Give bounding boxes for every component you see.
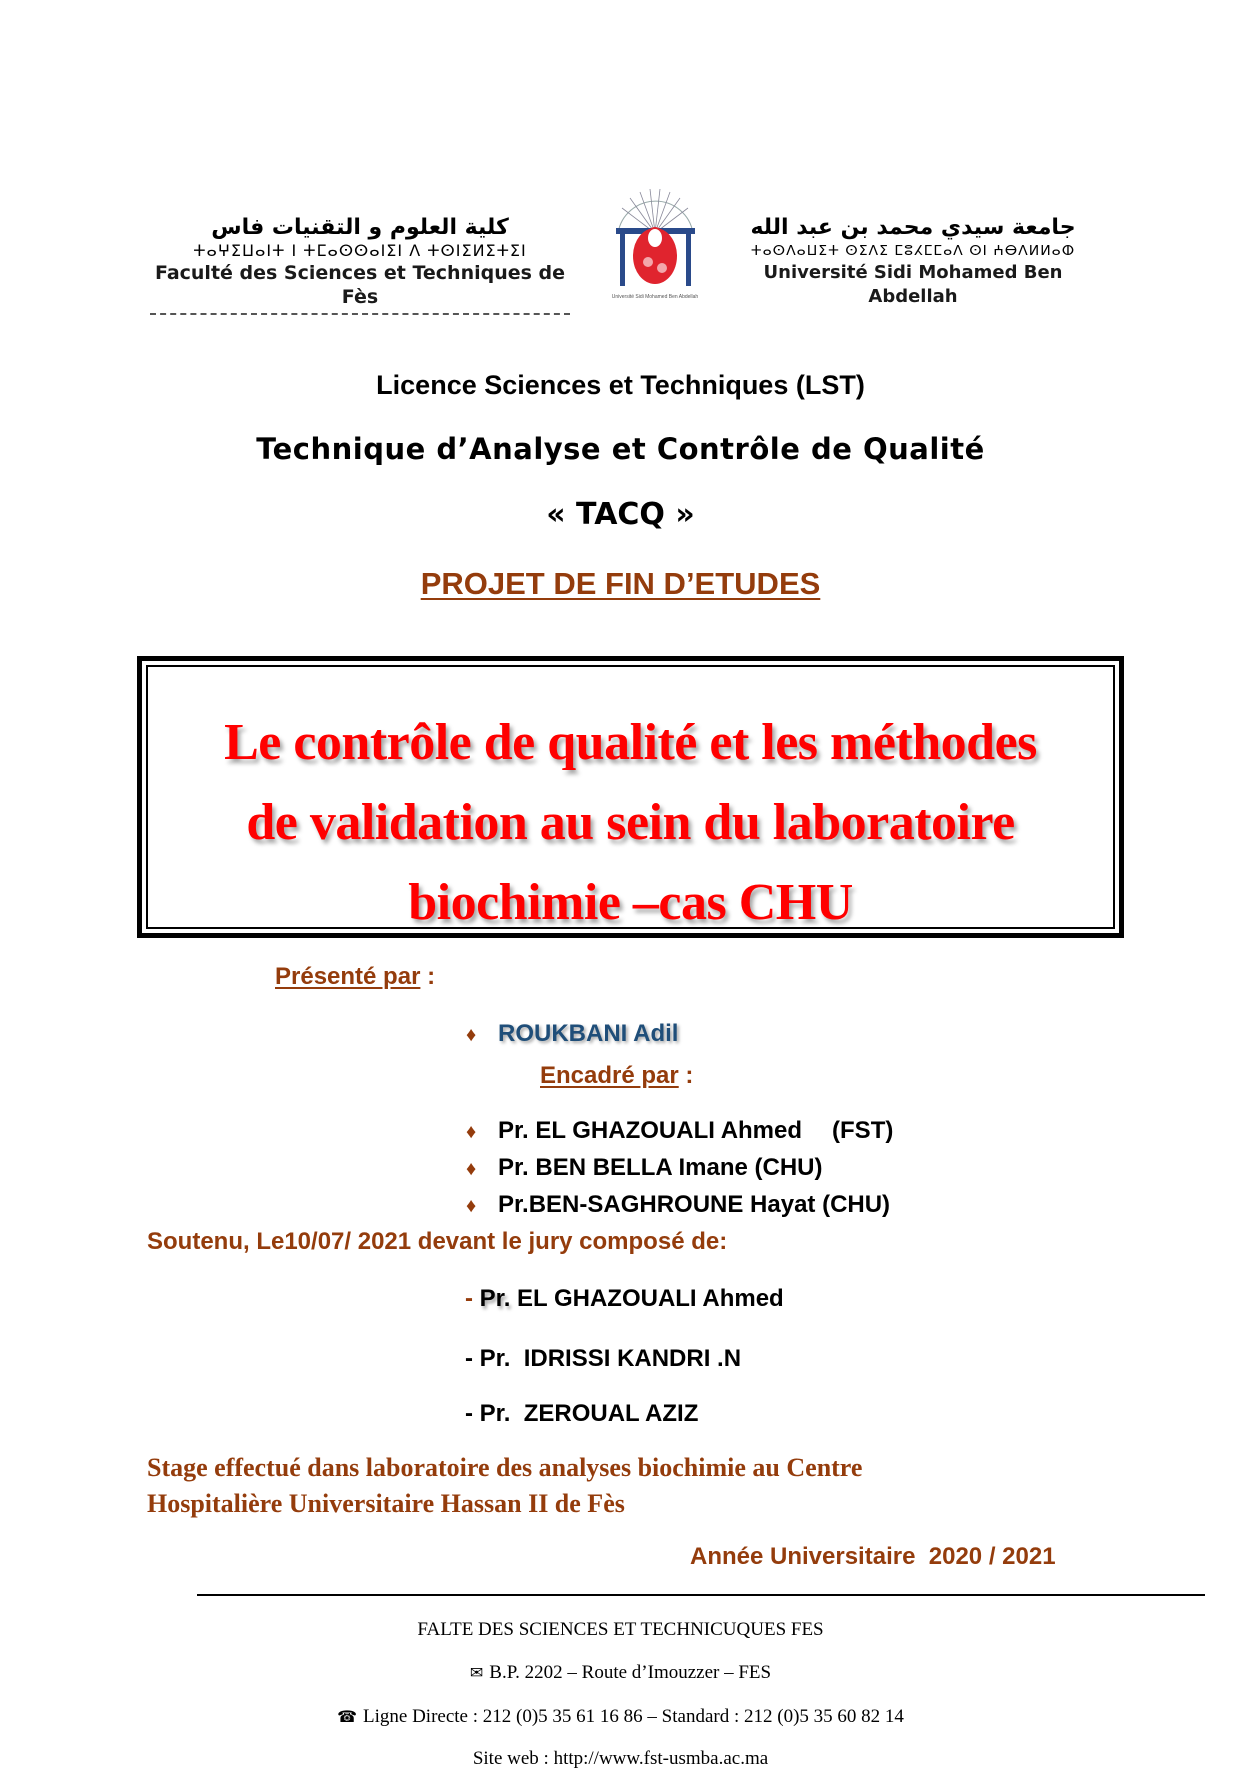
- telephone-icon: ☎: [337, 1709, 358, 1726]
- faculty-name-tifinagh: ⵜⴰⵖⵉⵡⴰⵏⵜ ⵏ ⵜⵎⴰⵙⵙⴰⵏⵉⵏ ⴷ ⵜⵙⵏⵉⵍⵉⵜⵉⵏ: [193, 241, 527, 260]
- jury-member: - Pr. ZEROUAL AZIZ: [465, 1400, 699, 1427]
- academic-year: Année Universitaire 2020 / 2021: [690, 1543, 1056, 1570]
- faculty-name-arabic: كلية العلوم و التقنيات فاس: [211, 215, 509, 240]
- header-dashed-divider: [150, 313, 570, 315]
- footer-divider: [197, 1594, 1205, 1596]
- svg-text:Université Sidi Mohamed Ben Ab: Université Sidi Mohamed Ben Abdellah: [611, 294, 699, 300]
- student-name: ROUKBANI Adil: [498, 1020, 679, 1047]
- supervisor-name: Pr. BEN BELLA Imane (CHU): [498, 1154, 823, 1181]
- jury-member: - Pr. EL GHAZOUALI Ahmed: [465, 1285, 784, 1312]
- university-emblem-icon: [608, 178, 703, 303]
- university-header: [728, 215, 1098, 309]
- diamond-bullet-icon: ♦: [466, 1024, 477, 1046]
- university-name-tifinagh: ⵜⴰⵙⴷⴰⵡⵉⵜ ⵙⵉⴷⵉ ⵎⵓⵃⵎⵎⴰⴷ ⵙⵏ ⵄⴱⴷⵍⵍⴰⵀ: [750, 243, 1076, 259]
- supervisor-name: Pr. EL GHAZOUALI Ahmed: [498, 1117, 803, 1144]
- project-type-heading: PROJET DE FIN D’ETUDES: [420, 566, 821, 601]
- jury-member: - Pr. IDRISSI KANDRI .N: [465, 1345, 742, 1372]
- diamond-bullet-icon: ♦: [466, 1158, 477, 1180]
- supervisor-item: [466, 1117, 893, 1145]
- faculty-name-french: Faculté des Sciences et Techniques de Fès: [154, 262, 566, 308]
- thesis-title-box: [137, 656, 1124, 938]
- presented-by-label: Présenté par :: [275, 963, 436, 990]
- diamond-bullet-icon: ♦: [466, 1121, 477, 1143]
- supervisor-name: Pr.BEN-SAGHROUNE Hayat (CHU): [498, 1191, 891, 1218]
- track-title: Technique d’Analyse et Contrôle de Qualité: [256, 432, 985, 466]
- supervisor-item: [466, 1191, 890, 1219]
- supervisor-affiliation: (FST): [832, 1117, 894, 1144]
- diamond-bullet-icon: ♦: [466, 1195, 477, 1217]
- university-name-arabic: جامعة سيدي محمد بن عبد الله: [750, 215, 1076, 240]
- university-name-french: Université Sidi Mohamed Ben Abdellah: [763, 262, 1063, 307]
- footer-address: ✉ B.P. 2202 – Route d’Imouzzer – FES: [469, 1662, 772, 1683]
- footer-institution: FALTE DES SCIENCES ET TECHNICUQUES FES: [417, 1619, 824, 1640]
- defense-statement: Soutenu, Le10/07/ 2021 devant le jury composé de:: [147, 1228, 728, 1255]
- supervisor-item: [466, 1154, 822, 1182]
- footer-website: Site web : http://www.fst-usmba.ac.ma: [472, 1748, 769, 1769]
- thesis-title-line-2: de validation au sein du laboratoire: [246, 794, 1015, 851]
- thesis-title-line-1: Le contrôle de qualité et les méthodes: [224, 714, 1037, 771]
- thesis-title: [142, 703, 1119, 943]
- footer-phone: ☎ Ligne Directe : 212 (0)5 35 61 16 86 – Standard : 212 (0)5 35 60 82 14: [337, 1706, 904, 1727]
- supervised-by-label: Encadré par :: [540, 1062, 694, 1089]
- faculty-header: [140, 215, 580, 315]
- university-emblem-logo: [608, 178, 703, 303]
- track-acronym: « TACQ »: [546, 497, 695, 532]
- mailbox-icon: ✉: [469, 1665, 484, 1682]
- degree-title: Licence Sciences et Techniques (LST): [376, 370, 865, 400]
- student-item: [466, 1020, 678, 1048]
- thesis-title-line-3: biochimie –cas CHU: [408, 874, 853, 931]
- internship-statement: Stage effectué dans laboratoire des analyses biochimie au Centre Hospitalière Universitaire Hassan II de Fès: [147, 1453, 863, 1518]
